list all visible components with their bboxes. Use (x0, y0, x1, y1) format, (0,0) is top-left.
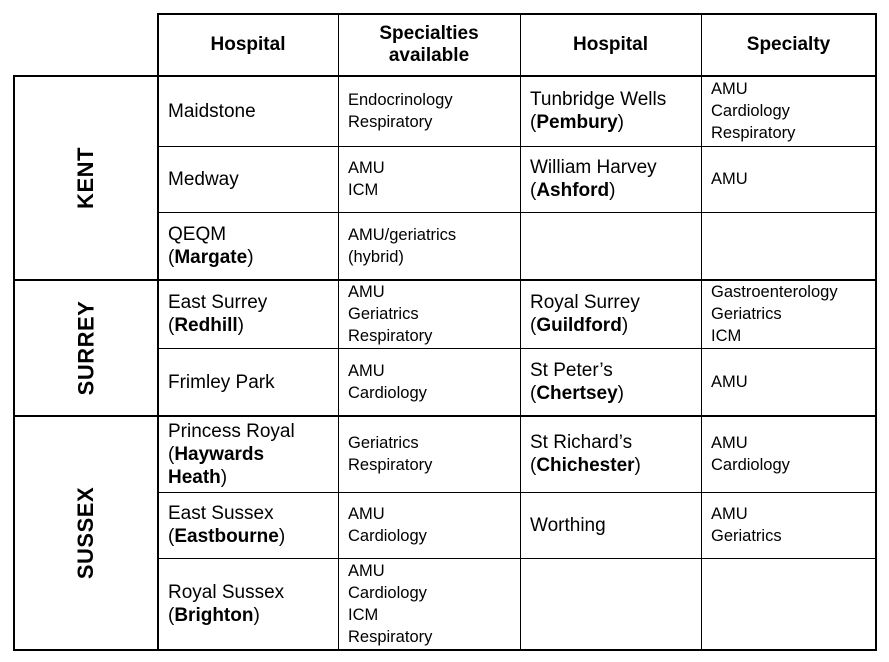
table-border (13, 279, 877, 281)
town-label: Guildford (536, 315, 622, 336)
hospital-cell: Medway (168, 168, 239, 190)
region-label-kent: KENT (72, 147, 98, 209)
specialty-cell: AMU Geriatrics (711, 505, 782, 545)
town-label: Haywards Heath (168, 443, 265, 488)
specialty-cell: Gastroenterology Geriatrics ICM (711, 283, 838, 345)
hospital-cell: East Sussex (Eastbourne) (168, 503, 286, 547)
table-border (157, 13, 159, 651)
table-border (13, 75, 877, 77)
grid-line (520, 14, 521, 650)
header-hospital-1: Hospital (210, 34, 286, 55)
hospital-cell: Princess Royal (Haywards Heath) (168, 420, 295, 488)
town-label: Ashford (536, 180, 610, 201)
grid-line (338, 14, 339, 650)
specialty-cell: Endocrinology Respiratory (348, 91, 453, 131)
specialty-cell: AMU Cardiology (348, 505, 427, 545)
specialty-cell: AMU Cardiology ICM Respiratory (348, 562, 433, 646)
hospital-cell: East Surrey (Redhill) (168, 292, 268, 336)
empty-cell (701, 558, 876, 650)
specialty-cell: AMU Geriatrics Respiratory (348, 283, 433, 345)
specialty-cell: AMU/geriatrics (hybrid) (348, 226, 457, 266)
header-hospital-2: Hospital (573, 34, 648, 55)
empty-cell (520, 558, 701, 650)
hospital-cell: Worthing (530, 514, 606, 536)
specialty-cell: AMU Cardiology Respiratory (711, 80, 796, 142)
hospital-cell: St Richard’s (Chichester) (530, 432, 641, 476)
town-label: Pembury (536, 112, 618, 133)
town-label: Chertsey (536, 383, 618, 404)
region-label-sussex: SUSSEX (72, 486, 98, 580)
specialty-cell: Geriatrics Respiratory (348, 434, 433, 474)
grid-line (158, 146, 876, 147)
specialty-cell: AMU (711, 373, 748, 391)
table-border (13, 75, 15, 651)
hospital-cell: Royal Sussex (Brighton) (168, 582, 285, 626)
header-specialties-available: Specialties available (379, 23, 479, 66)
empty-cell (701, 212, 876, 280)
town-label: Brighton (174, 605, 254, 626)
hospital-cell: QEQM (Margate) (168, 224, 254, 268)
hospital-cell: Tunbridge Wells (Pembury) (530, 89, 667, 133)
grid-line (158, 558, 876, 559)
town-label: Margate (174, 247, 248, 268)
hospital-cell: Frimley Park (168, 371, 275, 393)
hospital-cell: Royal Surrey (Guildford) (530, 292, 640, 336)
town-label: Redhill (174, 315, 238, 336)
town-label: Chichester (536, 455, 635, 476)
header-specialty: Specialty (746, 34, 831, 55)
table-border (13, 649, 877, 651)
hospital-cell: Maidstone (168, 100, 256, 122)
grid-line (158, 492, 876, 493)
hospital-cell: St Peter’s (Chertsey) (530, 360, 624, 404)
specialty-cell: AMU (711, 170, 748, 188)
specialty-cell: AMU Cardiology (711, 434, 790, 474)
region-label-surrey: SURREY (73, 300, 98, 396)
grid-line (158, 212, 876, 213)
specialty-cell: AMU ICM (348, 159, 385, 199)
table-border (13, 415, 877, 417)
grid-line (701, 14, 702, 650)
table-border (157, 13, 877, 15)
grid-line (158, 348, 876, 349)
specialty-cell: AMU Cardiology (348, 362, 427, 402)
town-label: Eastbourne (174, 526, 279, 547)
table-border (875, 13, 877, 651)
hospital-cell: William Harvey (Ashford) (530, 157, 657, 201)
empty-cell (520, 212, 701, 280)
